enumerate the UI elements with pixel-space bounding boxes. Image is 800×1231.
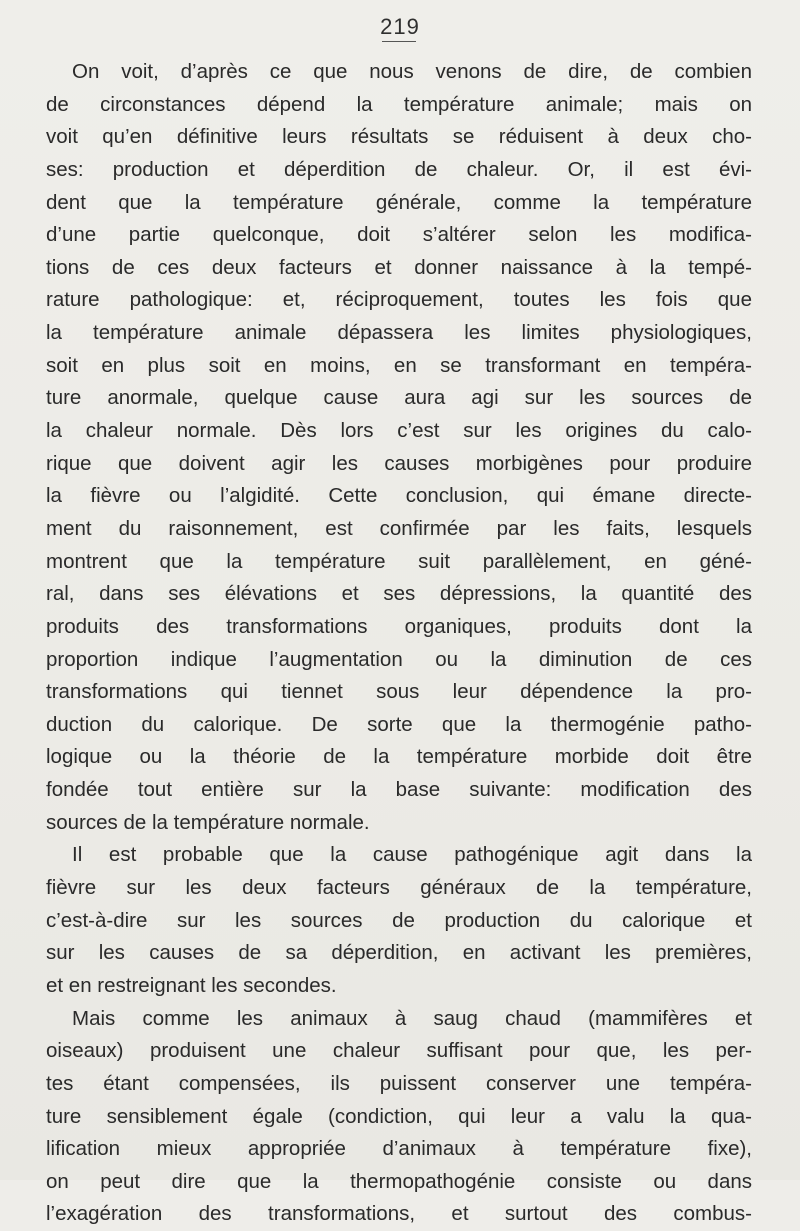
text-line: ses: production et déperdition de chaleur. Or, il est évi-	[46, 157, 752, 181]
text-line: proportion indique l’augmentation ou la diminution de ces	[46, 647, 752, 671]
text-line: rature pathologique: et, réciproquement, toutes les fois que	[46, 288, 752, 312]
text-line: la température animale dépassera les limites physiologiques,	[46, 321, 752, 345]
text-line: tes étant compensées, ils puissent conserver une tempéra-	[46, 1071, 752, 1095]
text-line: ment du raisonnement, est confirmée par les faits, lesquels	[46, 516, 752, 540]
text-line: la chaleur normale. Dès lors c’est sur les origines du calo-	[46, 419, 752, 443]
text-line: Mais comme les animaux à saug chaud (mammifères et	[72, 1006, 752, 1030]
text-line: fondée tout entière sur la base suivante: modification des	[46, 778, 752, 802]
text-line: On voit, d’après ce que nous venons de dire, de combien	[72, 60, 752, 83]
text-line: et en restreignant les secondes.	[46, 973, 337, 997]
text-line: fièvre sur les deux facteurs généraux de la température,	[46, 876, 752, 900]
text-line: logique ou la théorie de la température morbide doit être	[46, 745, 752, 769]
text-line: ral, dans ses élévations et ses dépressions, la quantité des	[46, 582, 752, 606]
text-line: produits des transformations organiques, produits dont la	[46, 614, 752, 638]
text-line: la fièvre ou l’algidité. Cette conclusion, qui émane directe-	[46, 484, 752, 508]
text-line: transformations qui tiennet sous leur dépendence la pro-	[46, 680, 752, 704]
text-line: de circonstances dépend la température animale; mais on	[46, 92, 752, 116]
text-line: ture sensiblement égale (condiction, qui leur a valu la qua-	[46, 1104, 752, 1128]
text-line: tions de ces deux facteurs et donner naissance à la tempé-	[46, 255, 752, 279]
text-line: oiseaux) produisent une chaleur suffisant pour que, les per-	[46, 1039, 752, 1063]
text-line: sur les causes de sa déperdition, en activant les premières,	[46, 941, 752, 965]
body-text	[46, 56, 752, 1231]
text-line: soit en plus soit en moins, en se transformant en tempéra-	[46, 353, 752, 377]
text-line: c’est-à-dire sur les sources de production du calorique et	[46, 908, 752, 932]
page-number: 219	[380, 14, 420, 39]
text-line: rique que doivent agir les causes morbigènes pour produire	[46, 451, 752, 475]
text-line: duction du calorique. De sorte que la thermogénie patho-	[46, 712, 752, 736]
text-line: montrent que la température suit parallèlement, en géné-	[46, 549, 752, 573]
text-line: l’exagération des transformations, et surtout des combus-	[46, 1202, 752, 1226]
text-line: on peut dire que la thermopathogénie consiste ou dans	[46, 1169, 752, 1193]
text-line: dent que la température générale, comme la température	[46, 190, 752, 214]
text-line: ture anormale, quelque cause aura agi sur les sources de	[46, 386, 752, 410]
text-line: Il est probable que la cause pathogénique agit dans la	[72, 843, 752, 867]
text-line: sources de la température normale.	[46, 810, 370, 834]
text-line: d’une partie quelconque, doit s’altérer selon les modifica-	[46, 223, 752, 247]
text-line: voit qu’en définitive leurs résultats se réduisent à deux cho-	[46, 125, 752, 149]
page-number-underline	[382, 41, 416, 42]
text-line: lification mieux appropriée d’animaux à température fixe),	[46, 1137, 752, 1161]
